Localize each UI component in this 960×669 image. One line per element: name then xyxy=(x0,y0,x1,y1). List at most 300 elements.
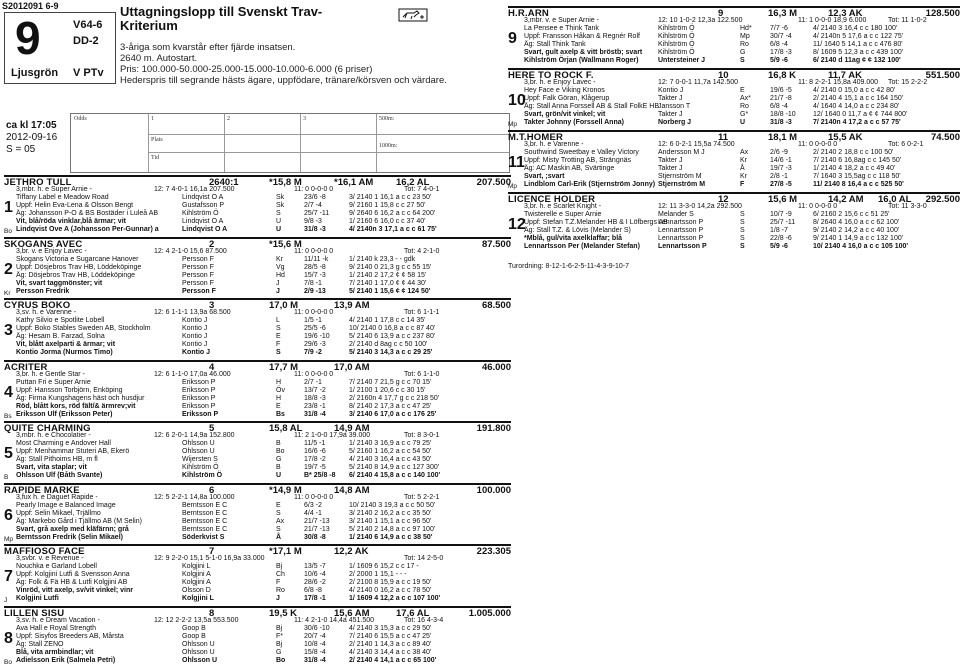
race-history-row xyxy=(508,25,960,33)
pedigree-summary xyxy=(4,617,511,625)
cell: Äg: AC Maskin AB, Svärtinge xyxy=(524,165,615,172)
race-history-row xyxy=(4,456,511,464)
cell: 6/ 2140 d 11ag ¢ ¢ 132 100' xyxy=(813,57,901,64)
start-post: 9 xyxy=(718,8,724,19)
cell: Lennartsson P xyxy=(658,235,704,242)
horse-header xyxy=(4,483,511,494)
cell: Kr xyxy=(276,255,283,263)
start-post: 4 xyxy=(209,361,215,373)
record-3: 16,2 AL xyxy=(396,177,430,188)
cell: Persson F xyxy=(182,287,216,295)
cell: 3,br. h. e Scarlet Knight - xyxy=(524,203,602,210)
cell: 11: 0 0-0-0 0 xyxy=(294,370,334,378)
race-history-row xyxy=(4,587,511,595)
cell: Äg: Stall Pithoims HB, m fl xyxy=(16,456,98,463)
cell: 1/ 2140 3 16,9 a c c 79 25' xyxy=(349,440,432,447)
shoe-label: Bs xyxy=(4,412,12,420)
cell: U xyxy=(276,472,282,479)
cell: 18/8 -3 xyxy=(304,394,326,402)
cell: 10/ 2140 0 16,8 a c c 87 40' xyxy=(349,325,436,332)
cell: S xyxy=(740,211,745,218)
cell: 12: 10 1-0-2 12,3a 122.500 xyxy=(658,17,743,24)
cell: 8/ 1609 5 12,3 a c c 439 100' xyxy=(813,49,904,56)
race-history-row xyxy=(4,280,511,288)
race-history-row xyxy=(4,649,511,657)
cell: S xyxy=(740,235,745,242)
cell: Twisterelle e Super Arnie xyxy=(524,211,602,218)
grid-divider xyxy=(148,134,509,135)
total-earnings: 68.500 xyxy=(481,300,511,311)
cell: Persson F xyxy=(182,255,214,263)
cell: 12: 6 0-2-1 15,5a 74.500 xyxy=(658,141,735,148)
odds-label: Odds xyxy=(74,116,87,122)
cell: 10/ 2140 4 16,0 a c c 105 100' xyxy=(813,243,909,250)
cell: 5/ 2140 6 13,9 a c c 237 80' xyxy=(349,333,436,340)
cell: 5/ 2140 3 14,3 a c c 29 25' xyxy=(349,349,433,356)
start-post: 5 xyxy=(209,423,215,434)
cell: B* 25/8 -8 xyxy=(304,472,336,479)
grid-divider xyxy=(300,114,301,172)
record-1: 15,8 AL xyxy=(269,423,303,434)
record-1: 18,1 M xyxy=(768,132,798,143)
race-number: 9 xyxy=(15,12,41,64)
cell: 2/ 2160n 4 17,7 g c c 218 50' xyxy=(349,394,440,402)
race-history-row xyxy=(508,49,960,57)
race-time-block xyxy=(6,120,57,156)
cell: 29/6 -3 xyxy=(304,341,326,348)
cell: 22/8 -6 xyxy=(770,235,792,242)
race-history-row xyxy=(508,149,960,157)
cell: 11: 0 0-0-0 0 xyxy=(294,247,334,255)
cell: Takter J xyxy=(658,111,683,118)
cell: Berntsson E C xyxy=(182,501,228,509)
cell: Tot: 6 0-2-1 xyxy=(888,141,924,148)
race-info-line: 3-åriga som kvarstår efter fjärde insatsen. xyxy=(120,42,296,53)
cell: 25/7 -11 xyxy=(304,210,330,217)
pedigree-summary xyxy=(508,203,960,211)
horse-name: MAFFIOSO FACE xyxy=(4,546,85,557)
cell: Äg: Markebo Gård i Tjällmo AB (M Selin) xyxy=(16,517,142,525)
cell: Uppf: Misty Trotting AB, Strängnäs xyxy=(524,157,631,164)
cell: F* xyxy=(276,632,283,640)
cell: 3,fux h. e Daguet Rapide - xyxy=(16,493,98,501)
cell: S xyxy=(276,349,281,356)
cell: 12: 5 2-2-1 14,8a 100.000 xyxy=(154,493,235,501)
cell: S xyxy=(740,57,745,64)
cell: 28/5 -8 xyxy=(304,263,326,271)
race-history-row xyxy=(508,243,960,251)
cell: Lindqvist O A xyxy=(182,194,224,201)
cell: J xyxy=(276,279,280,287)
race-title: Uttagningslopp till Svenskt Trav-Kriterium xyxy=(120,4,323,33)
cell: 11: 0 0-0-0 0 xyxy=(294,493,334,501)
pedigree-summary xyxy=(4,248,511,256)
horse-entry xyxy=(4,544,511,603)
cell: Gustafsson P xyxy=(182,202,225,209)
cell: Uppf: Helin Eva-Lena & Olsson Bengt xyxy=(16,202,134,209)
race-history-row xyxy=(4,256,511,264)
cell: Bj xyxy=(276,563,283,570)
cell: Eriksson P xyxy=(182,378,216,386)
cell: Hey Face e Viking Kronos xyxy=(524,87,605,94)
cell: Äg: Johansson P-O & BS Bostäder i Luleå AB xyxy=(16,210,159,217)
cell: Berntsson Fredrik (Selin Mikael) xyxy=(16,533,123,541)
place-2-label: 2 xyxy=(227,116,230,122)
record-3: 16,0 AL xyxy=(878,194,912,205)
cell: 21/7 -13 xyxy=(304,517,330,525)
total-earnings: 87.500 xyxy=(481,238,511,250)
cell: Äg: Firma Kungshagens häst och husdjur xyxy=(16,394,145,402)
race-history-row xyxy=(4,325,511,333)
cell: 3/ 2140 6 17,0 a c c 176 25' xyxy=(349,410,437,418)
cell: Kihlström Ö xyxy=(658,25,695,32)
split-500m-label: 500m: xyxy=(379,116,395,122)
cell: Southwind Sweetbay e Valley Victory xyxy=(524,149,639,156)
race-history-row xyxy=(4,333,511,341)
cell: Svart, ;svart xyxy=(524,173,565,180)
cell: 2/9 -13 xyxy=(304,287,326,295)
cell: Vinröd, vitt axelp, sv/vit vinkel; vinr xyxy=(16,587,133,594)
horse-name: H.R.ARN xyxy=(508,8,549,19)
race-history-row xyxy=(508,219,960,227)
cell: 3,br. v. e Enjoy Lavec - xyxy=(16,247,87,255)
cell: Ch xyxy=(276,571,285,578)
cell: Sk xyxy=(276,202,285,209)
trotting-horse-icon xyxy=(398,8,428,22)
cell: Wijersten S xyxy=(182,456,218,463)
cell: Kolgjini A xyxy=(182,571,211,578)
race-s-label: S = 05 xyxy=(6,144,36,155)
total-earnings: 46.000 xyxy=(481,361,511,373)
cell: U xyxy=(740,119,746,126)
horse-number: 10 xyxy=(508,92,526,109)
cell: Kontio J xyxy=(182,341,208,348)
split-1000m-label: 1000m: xyxy=(379,143,398,149)
total-earnings: 74.500 xyxy=(930,132,960,143)
horse-number: 9 xyxy=(508,30,517,47)
cell: 12: 12 2-2-2 13,5a 553.500 xyxy=(154,616,239,624)
record-1: 16,8 K xyxy=(768,70,796,81)
horse-entry xyxy=(508,68,960,127)
cell: Persson F xyxy=(182,271,214,279)
cell: Uppf: Dösjebros Trav HB, Löddeköpinge xyxy=(16,263,142,271)
record-1: *17,1 M xyxy=(269,546,302,557)
cell: 12: 11 3-3-0 14,2a 292.500 xyxy=(658,203,742,210)
race-history-row xyxy=(4,625,511,633)
cell: Kontio J xyxy=(182,349,210,356)
race-history-row xyxy=(4,595,511,603)
cell: Untersteiner J xyxy=(658,57,706,64)
cell: Kontio J xyxy=(658,87,684,94)
grid-divider xyxy=(224,114,225,172)
cell: 12/ 1640 0 11,7 a ¢ ¢ 744 800' xyxy=(813,111,908,118)
cell: 7/ 2140 1 17,0 ¢ ¢ 44 30' xyxy=(349,279,427,287)
cell: Uppf: Stefan T.Z.Melander HB & I Löfbergs AB xyxy=(524,219,668,226)
horse-header xyxy=(4,606,511,617)
race-history-row xyxy=(4,633,511,641)
horse-header xyxy=(508,6,960,17)
horse-header xyxy=(508,192,960,203)
cell: Å xyxy=(740,165,745,172)
cell: Skogans Victoria e Sugarcane Hanover xyxy=(16,255,139,263)
start-post: 2 xyxy=(209,238,215,250)
race-history-row xyxy=(508,87,960,95)
start-post: 8 xyxy=(209,607,215,619)
cell: 2/ 2140 2 18,8 c c 100 50' xyxy=(813,149,894,156)
cell: Uppf: Sisyfos Breeders AB, Mårsta xyxy=(16,632,124,640)
cell: 4/ 2140 3 15,3 a c c 29 50' xyxy=(349,624,432,632)
record-2: 14,9 AM xyxy=(334,423,370,434)
cell: Kihlström Ö xyxy=(658,33,695,40)
horse-name: QUITE CHARMING xyxy=(4,423,91,434)
cell: 13/7 -2 xyxy=(304,386,326,394)
cell: Svart, grå axelp med kläfärnn; grå xyxy=(16,525,129,533)
cell: J xyxy=(276,287,280,295)
cell: Svart, gult axelp & vitt bröstb; svart xyxy=(524,49,643,56)
horse-number: 12 xyxy=(508,216,526,233)
cell: 8/ 2640 4 16,0 a c c 62 100' xyxy=(813,219,900,226)
race-history-row xyxy=(508,173,960,181)
cell: Äg: Stall T.Z. & Lövis (Melander S) xyxy=(524,227,631,234)
race-history-row xyxy=(4,502,511,510)
cell: Persson F xyxy=(182,263,214,271)
cell: 12: 6 1-1-0 17,0a 46.000 xyxy=(154,370,231,378)
place-3-label: 3 xyxy=(303,116,306,122)
cell: 28/6 -2 xyxy=(304,579,326,586)
cell: Goop B xyxy=(182,632,206,640)
cell: Tiffany Label e Meadow Road xyxy=(16,194,109,201)
cell: Kihlström Ö xyxy=(182,472,223,479)
horse-name: M.T.HOMER xyxy=(508,132,564,143)
grid-divider xyxy=(376,114,377,172)
cell: 4/ 2140 0 16,2 a c c 78 50' xyxy=(349,587,432,594)
cell: Persson F xyxy=(182,279,214,287)
cell: 5/ 2160 1 16,2 a c c 54 50' xyxy=(349,448,432,455)
race-history-row xyxy=(4,518,511,526)
cell: 21/7 -8 xyxy=(770,95,792,102)
cell: 1/ 2100 1 20,6 c c 30 15' xyxy=(349,386,426,394)
start-post: 2640:1 xyxy=(209,177,239,188)
race-history-row xyxy=(4,288,511,296)
cell: 19/7 -3 xyxy=(770,165,792,172)
cell: 1/ 2140 2 17,2 ¢ ¢ 58 15' xyxy=(349,271,427,279)
cell: 2/ 2140 4 14,1 a c c 65 100' xyxy=(349,656,437,664)
horse-number: 3 xyxy=(4,322,13,339)
cell: G xyxy=(276,648,282,656)
cell: 31/8 -3 xyxy=(304,226,326,233)
race-history-row xyxy=(508,41,960,49)
horse-entry xyxy=(4,606,511,665)
race-history-row xyxy=(508,103,960,111)
cell: 4/ 2140n 5 17,6 a c c 122 75' xyxy=(813,33,904,40)
shoe-label: B xyxy=(4,474,9,481)
cell: 3,mbr. h. e Chocolatier - xyxy=(16,432,91,439)
cell: Å xyxy=(276,533,282,541)
cell: Svart, grön/vit vinkel; vit xyxy=(524,111,606,118)
cell: 7/7 -6 xyxy=(770,25,788,32)
grid-divider xyxy=(148,152,509,153)
cell: Berntsson E C xyxy=(182,509,228,517)
cell: 11/ 2140 8 16,4 a c c 525 50' xyxy=(813,181,904,188)
race-history-row xyxy=(508,235,960,243)
cell: S xyxy=(740,227,745,234)
cell: U xyxy=(276,226,282,233)
cell: 3/ 2140 1 15,1 a c c 96 50' xyxy=(349,517,432,525)
cell: 15/7 -3 xyxy=(304,271,326,279)
cell: Uppf: Menhammar Stuteri AB, Ekerö xyxy=(16,448,130,455)
horse-number: 2 xyxy=(4,260,13,278)
start-post: 6 xyxy=(209,484,215,496)
cell: 3,svbr. v. e Revenue - xyxy=(16,555,84,562)
shoe-label: Bo xyxy=(4,228,12,235)
cell: 3,br. h. e Enjoy Lavec - xyxy=(524,79,596,86)
horse-header xyxy=(4,421,511,432)
cell: Ax xyxy=(740,149,749,156)
bet-type-v64: V64-6 xyxy=(73,19,103,31)
cell: 11: 8 2-2-1 15,8a 409.000 xyxy=(798,79,879,86)
race-history-row xyxy=(4,194,511,202)
race-history-row xyxy=(4,526,511,534)
horse-number: 11 xyxy=(508,154,525,171)
pedigree-summary xyxy=(508,17,960,25)
cell: 12: 9 2-2-0 15,1 5-1-0 16,9a 33.000 xyxy=(154,555,265,562)
total-earnings: 292.500 xyxy=(925,194,960,205)
cell: 2/ 2000 1 15,1 - - - xyxy=(349,571,407,578)
cell: Kihlström Ö xyxy=(658,49,695,56)
cell: Kathy Silvio e Spotlite Lobell xyxy=(16,317,105,324)
cell: Ohlsson U xyxy=(182,640,215,648)
cell: 2/8 -1 xyxy=(770,173,788,180)
race-history-row xyxy=(508,119,960,127)
cell: 1/ 2160 6 16,0 c c 37 40' xyxy=(349,218,426,225)
cell: Sk xyxy=(276,194,285,201)
record-2: 13,9 AM xyxy=(334,300,370,311)
cell: La Pensee e Think Tank xyxy=(524,25,599,32)
cell: Tot: 16 4-3-4 xyxy=(404,616,444,624)
cell: H xyxy=(276,394,282,402)
tv-badge: V PTv xyxy=(73,67,104,79)
cell: 31/8 -4 xyxy=(304,656,326,664)
cell: 31/8 -4 xyxy=(304,410,326,418)
cell: 30/6 -10 xyxy=(304,624,330,632)
cell: Ax* xyxy=(740,95,751,102)
race-history-row xyxy=(4,464,511,472)
cell: Tot: 6 1-1-0 xyxy=(404,370,440,378)
race-history-row xyxy=(508,211,960,219)
cell: Ax xyxy=(276,517,285,525)
start-post: 7 xyxy=(209,546,215,557)
cell: Kontio J xyxy=(182,325,208,332)
cell: Bo xyxy=(276,448,285,455)
cell: Kihlström Ö xyxy=(182,210,219,217)
cell: Lindqvist O A xyxy=(182,226,228,233)
cell: 3,br. h. e Gentle Star - xyxy=(16,370,85,378)
cell: Olsson D xyxy=(182,587,211,594)
cell: 11/ 1640 5 14,1 a c c 476 80' xyxy=(813,41,903,48)
pedigree-summary xyxy=(4,555,511,563)
cell: Berntsson E C xyxy=(182,525,228,533)
cell: 2/ 2140 4 15,1 a c c 164 150' xyxy=(813,95,904,102)
race-history-row xyxy=(508,95,960,103)
horse-name: RAPIDE MARKE xyxy=(4,484,80,496)
cell: 12: 6 2-0-1 14,9a 152.800 xyxy=(154,432,235,439)
horse-name: CYRUS BOKO xyxy=(4,300,71,311)
cell: *Mblå, gul/vita axelklaffar; blå xyxy=(524,235,623,242)
horse-name: ACRITER xyxy=(4,361,48,373)
horse-header xyxy=(4,360,511,371)
record-1: *14,9 M xyxy=(269,484,302,496)
cell: Tot: 7 4-0-1 xyxy=(404,186,440,193)
cell: Tot: 8 3-0-1 xyxy=(404,432,440,439)
race-history-row xyxy=(4,448,511,456)
cell: Tot: 11 3-3-0 xyxy=(888,203,927,210)
race-history-row xyxy=(4,641,511,649)
cell: 5/ 2140 1 15,6 ¢ ¢ 124 50' xyxy=(349,287,431,295)
cell: 17/8 -1 xyxy=(304,595,326,602)
race-history-row xyxy=(4,579,511,587)
start-post: 3 xyxy=(209,300,215,311)
cell: 19/6 -10 xyxy=(304,333,330,340)
record-2: 14,8 AM xyxy=(334,484,370,496)
cell: Tot: 6 1-1-1 xyxy=(404,309,440,316)
cell: 4/ 2140 0 15,0 a c c 42 80' xyxy=(813,87,896,94)
cell: G xyxy=(740,49,746,56)
race-history-row xyxy=(4,387,511,395)
cell: 12: 7 0-0-1 11,7a 142.500 xyxy=(658,79,739,86)
cell: 1/5 -1 xyxy=(304,317,322,324)
cell: 19/6 -5 xyxy=(770,87,792,94)
horse-number: 4 xyxy=(4,383,13,401)
cell: 1/ 2140 4 18,2 a c c 49 40' xyxy=(813,165,896,172)
cell: Andersson M J xyxy=(658,149,705,156)
cell: 11/11 -k xyxy=(304,255,329,263)
cell: Eriksson P xyxy=(182,410,219,418)
pedigree-summary xyxy=(4,494,511,502)
shoe-label: J xyxy=(4,597,8,604)
cell: Stjernström M xyxy=(658,181,706,188)
grid-divider xyxy=(148,114,149,172)
cell: 11: 0 0-0-0 0 xyxy=(798,203,838,210)
cell: E xyxy=(276,402,281,410)
cell: 11: 0 0-0-0 0 xyxy=(294,309,334,316)
cell: 7/ 1640 3 15,5ag c c 118 50' xyxy=(813,173,901,180)
cell: Takter Johnny (Forssell Anna) xyxy=(524,119,624,126)
cell: 13/5 -7 xyxy=(304,563,326,570)
race-history-row xyxy=(4,264,511,272)
cell: Ro xyxy=(740,41,749,48)
horse-name: SKOGANS AVEC xyxy=(4,238,83,250)
horse-header xyxy=(4,237,511,248)
cell: Norberg J xyxy=(658,119,692,126)
cell: 17/8 -2 xyxy=(304,456,326,463)
horse-name: JETHRO TULL xyxy=(4,177,72,188)
cell: 2/7 -4 xyxy=(304,202,322,209)
cell: 1/ 2140 k 23,3 - - gdk xyxy=(349,255,416,263)
race-history-row xyxy=(4,226,511,234)
cell: 11: 0 0-0-0 0 xyxy=(798,141,838,148)
cell: 14/6 -1 xyxy=(770,157,792,164)
total-earnings: 128.500 xyxy=(925,8,960,19)
cell: B xyxy=(276,464,281,471)
horse-number: 7 xyxy=(4,568,13,585)
horse-name: LICENCE HOLDER xyxy=(508,194,596,205)
cell: Äg: Stall Think Tank xyxy=(524,41,586,48)
cell: Goop B xyxy=(182,624,206,632)
record-1: 19,5 K xyxy=(269,607,297,619)
race-history-row xyxy=(508,57,960,65)
cell: Tot: 4 2-1-0 xyxy=(404,247,440,255)
cell: 4/ 2140 3 16,4 c c 180 100' xyxy=(813,25,898,32)
